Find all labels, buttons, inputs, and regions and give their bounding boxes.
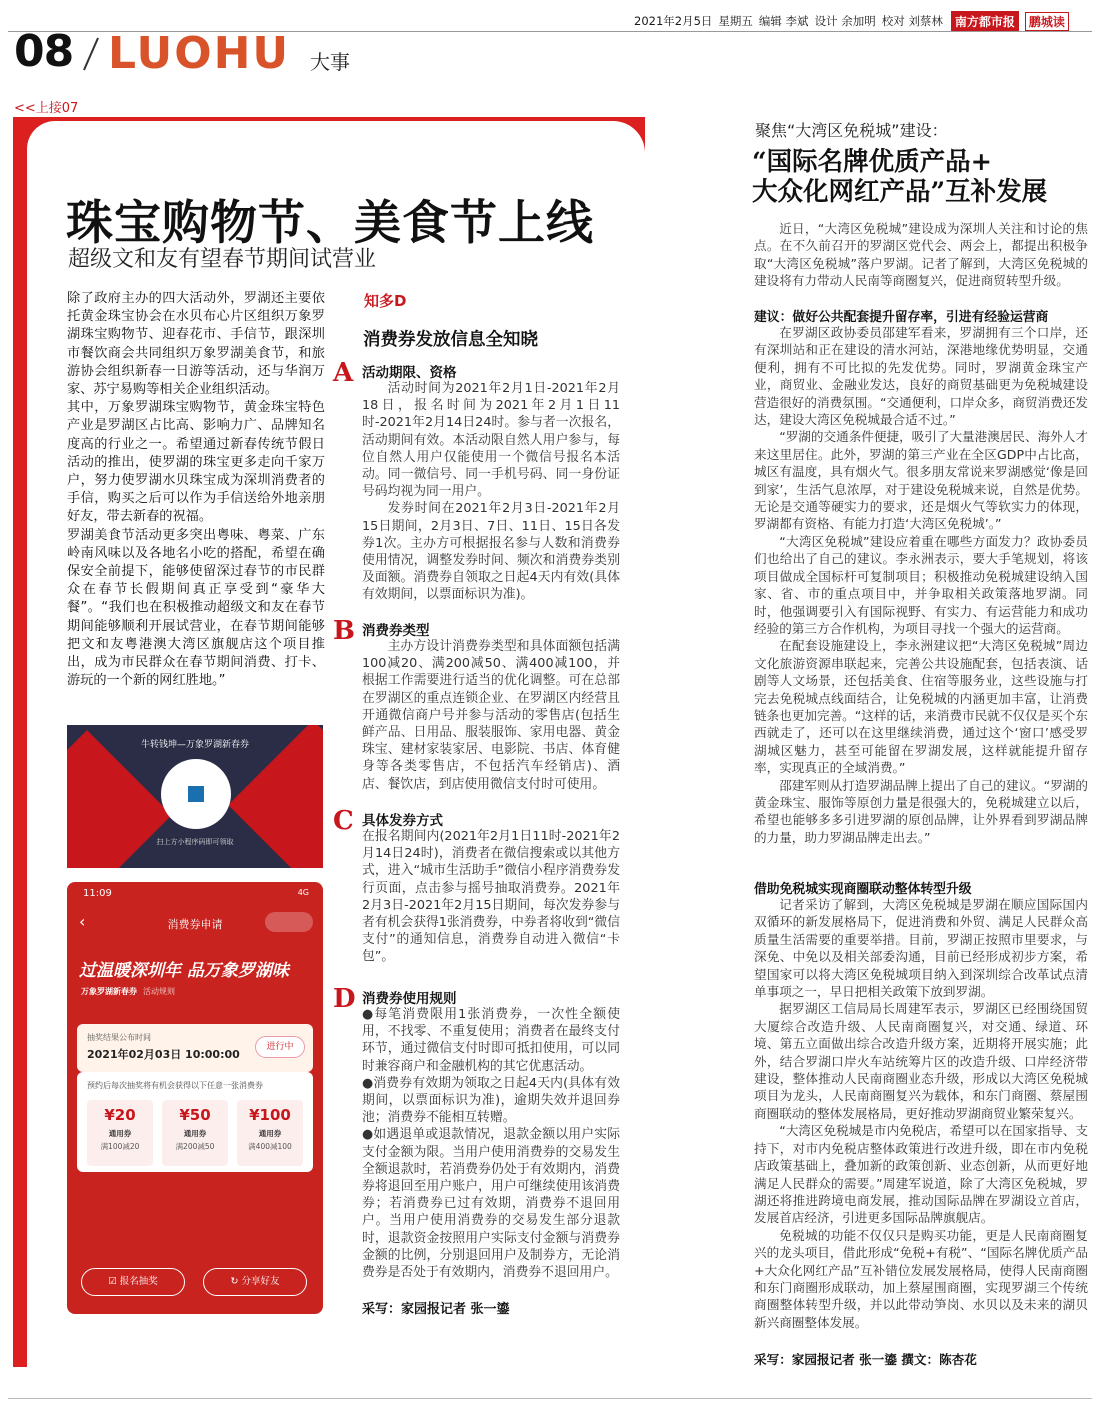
section-body bbox=[362, 380, 620, 604]
coupon-prompt: 预约后每次抽奖将有机会获得以下任意一张消费券 bbox=[87, 1081, 263, 1090]
section-name: LUOHU bbox=[108, 28, 291, 79]
coupon-amount: ¥50 bbox=[179, 1106, 211, 1124]
guide-section-a bbox=[333, 358, 623, 608]
phone-banner: 过温暖深圳年 品万象罗湖味 bbox=[79, 961, 289, 981]
issue-weekday: 星期五 bbox=[718, 14, 753, 28]
phone-action-bar bbox=[67, 1260, 323, 1314]
right-paragraph: 免税城的功能不仅仅只是购买功能，更是人民南商圈复兴的龙头项目，借此形成“免税+有税”、“国际名牌优质产品+大众化网红产品”互补错位发展发展格局，使得人民南商圈和东门商圈形成联动，加上蔡屋围商圈，实现罗湖三个传统商圈整体转型升级，并以此带动笋岗、水贝以及未来的湖贝新兴商圈整体发展。 bbox=[754, 1227, 1088, 1330]
section-body bbox=[362, 1006, 620, 1281]
right-paragraph: “罗湖的交通条件便捷，吸引了大量港澳居民、海外人才来这里居住。此外，罗湖的第三产业在全区GDP中占比高，城区有温度，具有烟火气。很多朋友常说来罗湖感觉‘像是回到家’，生活气息浓厚，对于建设免税城来说，自然是优势。无论是交通等硬实力的要求，还是烟火气等软实力的体现，罗湖都有资格、有能力打造‘大湾区免税城’。” bbox=[754, 429, 1088, 532]
section-paragraph: ●如遇退单或退款情况，退款金额以用户实际支付金额为限。当用户使用消费券的交易发生全额退款时，若消费券仍处于有效期内，消费券将退回至用户账户，用户可继续使用该消费券；若消费券已过有效期，消费券不退回用户。当用户使用消费券的交易发生部分退款时，退款资金按照用户实际支付金额与消费券金额的比例，分别退回用户及制券方，无论消费券是否处于有效期内，消费券不退回用户。 bbox=[362, 1127, 620, 1281]
phone-page-title: 消费券申请 bbox=[167, 918, 223, 931]
wechat-promo-image bbox=[67, 725, 323, 868]
section-letter: B bbox=[333, 616, 355, 646]
result-date: 2021年02月03日 10:00:00 bbox=[87, 1048, 240, 1061]
promo-title: 牛转钱坤—万象罗湖新春券 bbox=[140, 740, 249, 750]
page-bottom-rule bbox=[8, 1398, 1092, 1399]
section-body bbox=[362, 828, 620, 966]
section-paragraph: 在报名期间内(2021年2月1日11时-2021年2月14日24时)，消费者在微信搜索或以其他方式，进入“城市生活助手”微信小程序消费券发行页面，点击参与摇号抽取消费券。2021年2月3日-2021年2月15日期间，每次发券参与者有机会获得1张消费券，中券者将收到“微信支付”的通知信息，消费券自动进入微信“卡包”。 bbox=[362, 829, 620, 965]
right-byline: 采写：家园报记者 张一鎏 撰文：陈杏花 bbox=[754, 1352, 977, 1367]
newspaper-logo: 南方都市报 bbox=[951, 11, 1019, 32]
phone-screenshot bbox=[67, 882, 323, 1314]
guide-kicker: 知多D bbox=[364, 292, 407, 310]
decor-shape bbox=[67, 730, 172, 868]
edition-logo: 鹏城读 bbox=[1025, 12, 1069, 31]
mini-program-menu-icon[interactable] bbox=[265, 912, 313, 932]
section-letter: D bbox=[333, 984, 356, 1014]
right-paragraph: “大湾区免税城是市内免税店，希望可以在国家指导、支持下，对市内免税店整体政策进行改进升级，即在市内免税店政策基础上，叠加新的政策创新、业态创新，从而更好地满足人民群众的需要。”周建军说道，除了大湾区免税城，罗湖还将推进跨境电商发展，推动国际品牌在罗湖设立首店，发展首店经济，引进更多国际品牌旗舰店。 bbox=[754, 1123, 1088, 1226]
right-paragraph: 在罗湖区政协委员邵建军看来，罗湖拥有三个口岸，还有深圳站和正在建设的清水河站，深港地缘优势明显，交通便利，拥有不可比拟的先发优势。同时，罗湖黄金珠宝产业，商贸业、金融业发达，良好的商贸基础更为免税城建设营造很好的消费氛围。“交通便利，口岸众多，商贸消费还发达，建设大湾区免税城最合适不过。” bbox=[754, 325, 1088, 428]
right-paragraph: 邵建军则从打造罗湖品牌上提出了自己的建议。“罗湖的黄金珠宝、服饰等原创力量是很强大的，免税城建立以后，希望也能够多多引进罗湖的原创品牌，让外界看到罗湖品牌的力量，助力罗湖品牌走出去。” bbox=[754, 777, 1088, 845]
section-body bbox=[362, 638, 620, 793]
result-label: 抽奖结果公布时间 bbox=[87, 1033, 151, 1042]
designer-credit: 设计 余加明 bbox=[814, 14, 876, 28]
section-category: 大事 bbox=[310, 50, 350, 74]
coupon-100[interactable] bbox=[237, 1100, 303, 1166]
right-paragraph: 近日，“大湾区免税城”建设成为深圳人关注和讨论的焦点。在不久前召开的罗湖区党代会、两会上，都提出积极争取“大湾区免税城”落户罗湖。记者了解到，大湾区免税城的建设将有力带动人民南等商圈复兴，促进商贸转型升级。 bbox=[754, 221, 1088, 289]
continued-from-link[interactable]: <<上接07 bbox=[14, 101, 79, 116]
coupon-label: 通用券 bbox=[258, 1129, 282, 1138]
left-paragraph: 其中，万象罗湖珠宝购物节，黄金珠宝特色产业是罗湖区占比高、影响力广、品牌知名度高的行业之一。希望通过新春传统节假日活动的推出，使罗湖的珠宝更多走向千家万户，努力使罗湖水贝珠宝成为深圳消费者的手信，购买之后可以作为手信送给外地亲朋好友，带去新春的祝福。 bbox=[67, 400, 325, 525]
status-badge: 进行中 bbox=[255, 1036, 305, 1058]
coupon-amount: ¥20 bbox=[104, 1106, 136, 1124]
section-letter: C bbox=[333, 806, 354, 836]
section-heading: 消费券类型 bbox=[362, 623, 430, 639]
guide-section-b bbox=[333, 616, 623, 806]
right-subheading-2: 借助免税城实现商圈联动整体转型升级 bbox=[754, 882, 972, 897]
coupon-card bbox=[77, 1072, 313, 1172]
coupon-rule: 满200减50 bbox=[175, 1142, 215, 1151]
coupon-rule: 满400减100 bbox=[248, 1142, 292, 1151]
guide-section-c bbox=[333, 806, 623, 976]
coupon-amount: ¥100 bbox=[249, 1106, 291, 1124]
rules-link[interactable]: 活动规则 bbox=[143, 987, 175, 996]
slash-divider-icon bbox=[80, 36, 102, 72]
share-label: 分享好友 bbox=[241, 1276, 280, 1287]
coupon-rule: 满100减20 bbox=[100, 1142, 140, 1151]
right-paragraph: 在配套设施建设上，李永洲建议把“大湾区免税城”周边文化旅游资源串联起来，完善公共设施配套，包括表演、话剧等人文场景，还包括美食、住宿等服务业，这些设施与打完去免税城点线面结合，让免税城的内涵更加丰富，让消费链条也更加完善。“这样的话，来消费市民就不仅仅是买个东西就走了，还可以在这里继续消费，通过这个‘窗口’感受罗湖城区魅力，甚至可能留在罗湖发展，这样就能提升留存率，实现真正的全域消费。” bbox=[754, 638, 1088, 776]
phone-banner-sub bbox=[81, 986, 175, 997]
banner-sub-label: 万象罗湖新春券 bbox=[81, 987, 137, 996]
issue-date: 2021年2月5日 bbox=[634, 14, 713, 28]
right-paragraph: 据罗湖区工信局局长周建军表示，罗湖区已经围绕国贸大厦综合改造升级、人民南商圈复兴，对交通、绿道、环境、第五立面做出综合改造升级方案，近期将开展实施；此外，结合罗湖口岸火车站统筹片区的改造升级、口岸经济带建设，整体推动人民南商圈业态升级，形成以大湾区免税城项目为龙头，人民南商圈复兴为载体，和东门商圈、蔡屋围商圈联动的整体发展格局，更好推动罗湖商贸业繁荣复兴。 bbox=[754, 1001, 1088, 1121]
right-headline-line2: 大众化网红产品”互补发展 bbox=[752, 177, 1048, 207]
signup-lottery-button[interactable]: ☑ 报名抽奖 bbox=[81, 1268, 185, 1296]
right-intro bbox=[754, 220, 1088, 290]
section-paragraph: ●每笔消费限用1张消费券，一次性全额使用，不找零、不重复使用；消费者在最终支付环节，通过微信支付时即可抵扣使用，可以同时兼容商户和金融机构的其它优惠活动。 bbox=[362, 1007, 620, 1074]
right-subheading-1: 建议：做好公共配套提升留存率，引进有经验运营商 bbox=[754, 310, 1049, 325]
section-paragraph: 主办方设计消费券类型和具体面额包括满100减20、满200减50、满400减100，并根据工作需要进行适当的优化调整。可在总部在罗湖区的重点连锁企业、在罗湖区内经营且开通微信商户号并参与活动的零售店(包括生鲜产品、日用品、服装服饰、家用电器、黄金珠宝、建材家装家居、电影院、书店、体育健身等各类零售店，不包括汽车经销店)、酒店、餐饮店，到店使用微信支付时可使用。 bbox=[362, 639, 620, 792]
result-time-card bbox=[77, 1024, 313, 1072]
page-number: 08 bbox=[14, 26, 74, 77]
right-paragraph: 记者采访了解到，大湾区免税城是罗湖在顺应国际国内双循环的新发展格局下，促进消费和外贸、满足人民群众高质量生活需要的重要举措。目前，罗湖正按照市里要求，与深免、中免以及相关部委沟通，目前已经形成初步方案，希望国家可以将大湾区免税城项目纳入到深圳综合改革试点清单事项之一，早日把相关政策下放到罗湖。 bbox=[754, 897, 1088, 1000]
promo-caption: 扫上方小程序码即可领取 bbox=[156, 838, 234, 846]
section-paragraph: 发券时间在2021年2月3日-2021年2月15日期间，2月3日、7日、11日、15日各发券1次。主办方可根据报名参与人数和消费券使用情况，调整发券时间、频次和消费券类别及面额。消费券自领取之日起4天内有效(具体有效期间，以票面标识为准)。 bbox=[362, 501, 620, 603]
coupon-label: 通用券 bbox=[108, 1129, 132, 1138]
qr-code-icon bbox=[161, 759, 231, 829]
phone-signal: 4G bbox=[297, 888, 309, 897]
section-heading: 活动期限、资格 bbox=[362, 365, 457, 381]
guide-section-d bbox=[333, 984, 623, 1294]
left-body bbox=[67, 290, 325, 690]
left-paragraph: 罗湖美食节活动更多突出粤味、粤菜、广东岭南风味以及各地名小吃的搭配，希望在确保安全前提下，能够使留深过春节的市民群众在春节长假期间真正享受到“豪华大餐”。“我们也在积极推动超级文和友在春节期间能够顺利开展试营业，在春节期间能够把文和友粤港澳大湾区旗舰店这个项目推出，成为市民群众在春节期间消费、打卡、游玩的一个新的网红胜地。” bbox=[67, 527, 325, 689]
left-subheadline: 超级文和友有望春节期间试营业 bbox=[68, 247, 377, 272]
left-headline: 珠宝购物节、美食节上线 bbox=[66, 196, 594, 251]
back-arrow-icon[interactable]: ‹ bbox=[79, 912, 86, 931]
coupon-label: 通用券 bbox=[183, 1129, 207, 1138]
right-headline-line1: “国际名牌优质产品+ bbox=[752, 147, 993, 177]
section-paragraph: ●消费券有效期为领取之日起4天内(具体有效期间，以票面标识为准)，逾期失效并退回券池；消费券不能相互转赠。 bbox=[362, 1075, 620, 1126]
guide-byline: 采写：家园报记者 张一鎏 bbox=[362, 1302, 510, 1317]
signup-label: 报名抽奖 bbox=[119, 1276, 158, 1287]
editor-credit: 编辑 李斌 bbox=[758, 14, 809, 28]
coupon-50[interactable] bbox=[162, 1100, 228, 1166]
right-body-1 bbox=[754, 324, 1088, 846]
left-paragraph: 除了政府主办的四大活动外，罗湖还主要依托黄金珠宝协会在水贝布心片区组织万象罗湖珠宝购物节、迎春花市、手信节，跟深圳市餐饮商会共同组织万象罗湖美食节，和旅游协会组织新春一日游等活动，还与华润万家、苏宁易购等相关企业组织活动。 bbox=[67, 291, 325, 398]
section-heading: 具体发券方式 bbox=[362, 813, 443, 829]
section-heading: 消费券使用规则 bbox=[362, 991, 457, 1007]
coupon-20[interactable] bbox=[87, 1100, 153, 1166]
right-body-2 bbox=[754, 896, 1088, 1331]
proofreader-credit: 校对 刘蔡林 bbox=[881, 14, 943, 28]
phone-time: 11:09 bbox=[83, 888, 112, 899]
section-letter: A bbox=[333, 358, 354, 388]
right-kicker: 聚焦“大湾区免税城”建设： bbox=[755, 121, 948, 140]
share-friends-button[interactable]: ↻ 分享好友 bbox=[203, 1268, 307, 1296]
masthead-bar bbox=[634, 10, 1089, 32]
guide-title: 消费券发放信息全知晓 bbox=[363, 330, 538, 350]
section-paragraph: 活动时间为2021年2月1日-2021年2月18日，报名时间为2021年2月1日11时-2021年2月14日24时。参与者一次报名，活动期间有效。本活动限自然人用户参与，每位自然人用户仅能使用一个微信号报名本活动。同一微信号、同一手机号码、同一身份证号码均视为同一用户。 bbox=[362, 381, 620, 500]
right-paragraph: “大湾区免税城”建设应着重在哪些方面发力？政协委员们也给出了自己的建议。李永洲表示，要大手笔规划，将该项目做成全国标杆可复制项目；积极推动免税城建设纳入国家、省、市的重点项目中，并争取相关政策落地罗湖。同时，他强调要引入有国际视野、有实力、有运营能力和成功经验的第三方合作机构，为项目寻找一个强大的运营商。 bbox=[754, 533, 1088, 636]
